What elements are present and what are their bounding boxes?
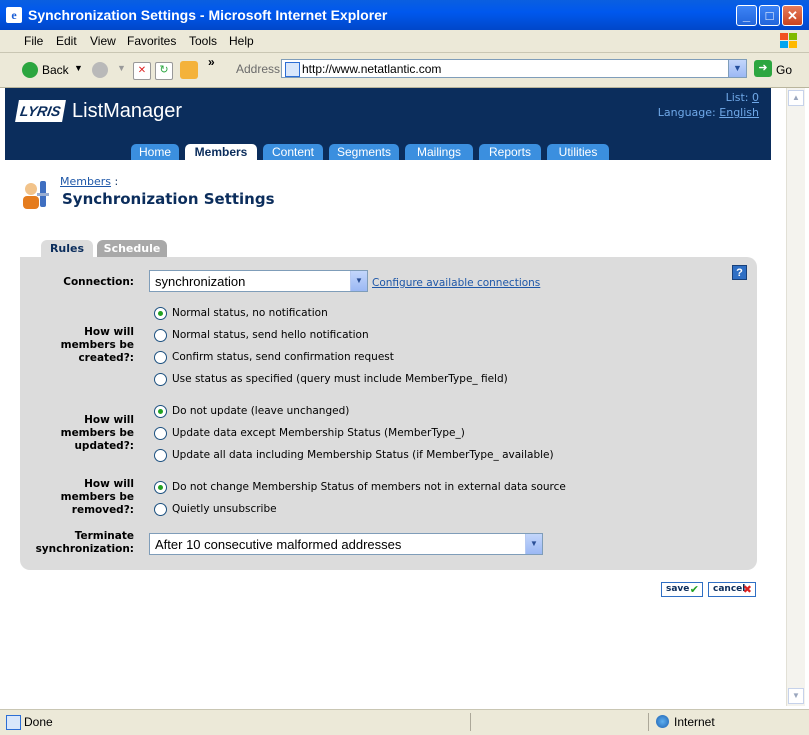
breadcrumb-separator: : — [114, 175, 119, 188]
minimize-button[interactable]: _ — [736, 5, 757, 26]
tab-members[interactable]: Members — [185, 144, 257, 161]
list-label: List: — [725, 91, 749, 104]
tab-schedule[interactable]: Schedule — [97, 240, 167, 257]
tab-content[interactable]: Content — [263, 144, 323, 160]
app-header — [5, 88, 771, 160]
address-input[interactable]: http://www.netatlantic.com — [302, 62, 442, 76]
page-done-icon — [6, 715, 21, 730]
menu-edit[interactable]: Edit — [56, 34, 77, 48]
status-text: Done — [24, 715, 53, 729]
home-icon[interactable] — [180, 61, 198, 79]
tab-mailings[interactable]: Mailings — [405, 144, 473, 160]
forward-arrow-icon[interactable] — [92, 62, 108, 78]
chevron-down-icon[interactable]: ▼ — [525, 534, 542, 554]
created-radio-2[interactable] — [154, 329, 167, 342]
vertical-scrollbar[interactable] — [786, 88, 805, 706]
removed-label: How will members be removed?: — [60, 478, 134, 516]
created-radio-1[interactable] — [154, 307, 167, 320]
updated-radio-3[interactable] — [154, 449, 167, 462]
updated-option-2: Update data except Membership Status (MemberType_) — [172, 427, 465, 439]
language-label: Language: — [657, 106, 716, 119]
members-icon — [19, 179, 51, 211]
connection-value: synchronization — [155, 274, 246, 289]
removed-option-2: Quietly unsubscribe — [172, 503, 277, 515]
address-bar[interactable] — [281, 59, 747, 78]
help-icon[interactable]: ? — [732, 265, 747, 280]
forward-dropdown-icon[interactable]: ▼ — [117, 63, 126, 73]
tab-home[interactable]: Home — [131, 144, 179, 160]
terminate-label: Terminate synchronization: — [35, 530, 134, 555]
list-link[interactable]: 0 — [752, 91, 759, 104]
status-divider — [648, 713, 649, 731]
back-arrow-icon[interactable] — [22, 62, 38, 78]
windows-logo-icon — [779, 32, 799, 50]
address-dropdown-icon[interactable]: ▼ — [728, 60, 746, 77]
tab-rules[interactable]: Rules — [41, 240, 93, 257]
address-label: Address — [236, 62, 281, 76]
page-icon — [285, 62, 300, 77]
breadcrumb-members-link[interactable]: Members — [60, 175, 111, 188]
updated-option-3: Update all data including Membership Status (if MemberType_ available) — [172, 449, 554, 461]
removed-radio-1[interactable] — [154, 481, 167, 494]
language-link[interactable]: English — [719, 106, 759, 119]
ie-icon: e — [6, 7, 22, 23]
breadcrumb — [60, 175, 118, 188]
menu-bar — [0, 30, 809, 53]
created-option-1: Normal status, no notification — [172, 307, 328, 319]
app-name: ListManager — [72, 100, 183, 122]
tab-segments[interactable]: Segments — [329, 144, 399, 160]
page-title: Synchronization Settings — [62, 190, 275, 208]
stop-icon[interactable]: ✕ — [133, 62, 151, 80]
configure-connections-link[interactable]: Configure available connections — [372, 277, 541, 289]
connection-select[interactable] — [149, 270, 368, 292]
status-divider — [470, 713, 471, 731]
window-title-bar[interactable] — [0, 0, 809, 30]
created-option-3: Confirm status, send confirmation request — [172, 351, 394, 363]
lyris-logo: LYRIS — [15, 100, 66, 122]
created-label: How will members be created?: — [60, 326, 134, 364]
maximize-button[interactable]: □ — [759, 5, 780, 26]
cancel-label: cancel — [713, 584, 746, 594]
terminate-value: After 10 consecutive malformed addresses — [155, 537, 402, 552]
scroll-down-icon[interactable]: ▼ — [788, 688, 804, 704]
updated-option-1: Do not update (leave unchanged) — [172, 405, 350, 417]
updated-radio-1[interactable] — [154, 405, 167, 418]
back-button[interactable]: Back — [42, 63, 69, 77]
close-button[interactable]: ✕ — [782, 5, 803, 26]
terminate-select[interactable] — [149, 533, 543, 555]
created-radio-4[interactable] — [154, 373, 167, 386]
save-button[interactable] — [661, 582, 703, 597]
toolbar-overflow-icon[interactable]: » — [208, 55, 215, 69]
menu-favorites[interactable]: Favorites — [127, 34, 177, 48]
chevron-down-icon[interactable]: ▼ — [350, 271, 367, 291]
globe-icon — [656, 715, 669, 728]
connection-label: Connection: — [63, 276, 134, 288]
close-icon: ✖ — [742, 583, 752, 596]
list-info — [658, 90, 759, 120]
tab-utilities[interactable]: Utilities — [547, 144, 609, 160]
status-bar — [0, 709, 809, 735]
back-dropdown-icon[interactable]: ▼ — [74, 63, 83, 73]
tab-reports[interactable]: Reports — [479, 144, 541, 160]
updated-label: How will members be updated?: — [60, 414, 134, 452]
removed-radio-2[interactable] — [154, 503, 167, 516]
created-option-4: Use status as specified (query must include MemberType_ field) — [172, 373, 508, 385]
save-label: save — [666, 584, 690, 594]
window-title: Synchronization Settings - Microsoft Internet Explorer — [28, 7, 388, 23]
security-zone: Internet — [674, 715, 715, 729]
menu-tools[interactable]: Tools — [189, 34, 218, 48]
refresh-icon[interactable]: ↻ — [155, 62, 173, 80]
created-radio-3[interactable] — [154, 351, 167, 364]
menu-file[interactable]: File — [24, 34, 44, 48]
page-content — [5, 88, 785, 706]
check-icon: ✔ — [689, 583, 699, 596]
menu-help[interactable]: Help — [229, 34, 254, 48]
menu-view[interactable]: View — [90, 34, 116, 48]
removed-option-1: Do not change Membership Status of members not in external data source — [172, 481, 566, 493]
updated-radio-2[interactable] — [154, 427, 167, 440]
go-arrow-icon[interactable]: ➜ — [754, 60, 772, 77]
created-option-2: Normal status, send hello notification — [172, 329, 369, 341]
cancel-button[interactable] — [708, 582, 756, 597]
scroll-up-icon[interactable]: ▲ — [788, 90, 804, 106]
go-button[interactable]: Go — [776, 63, 793, 77]
